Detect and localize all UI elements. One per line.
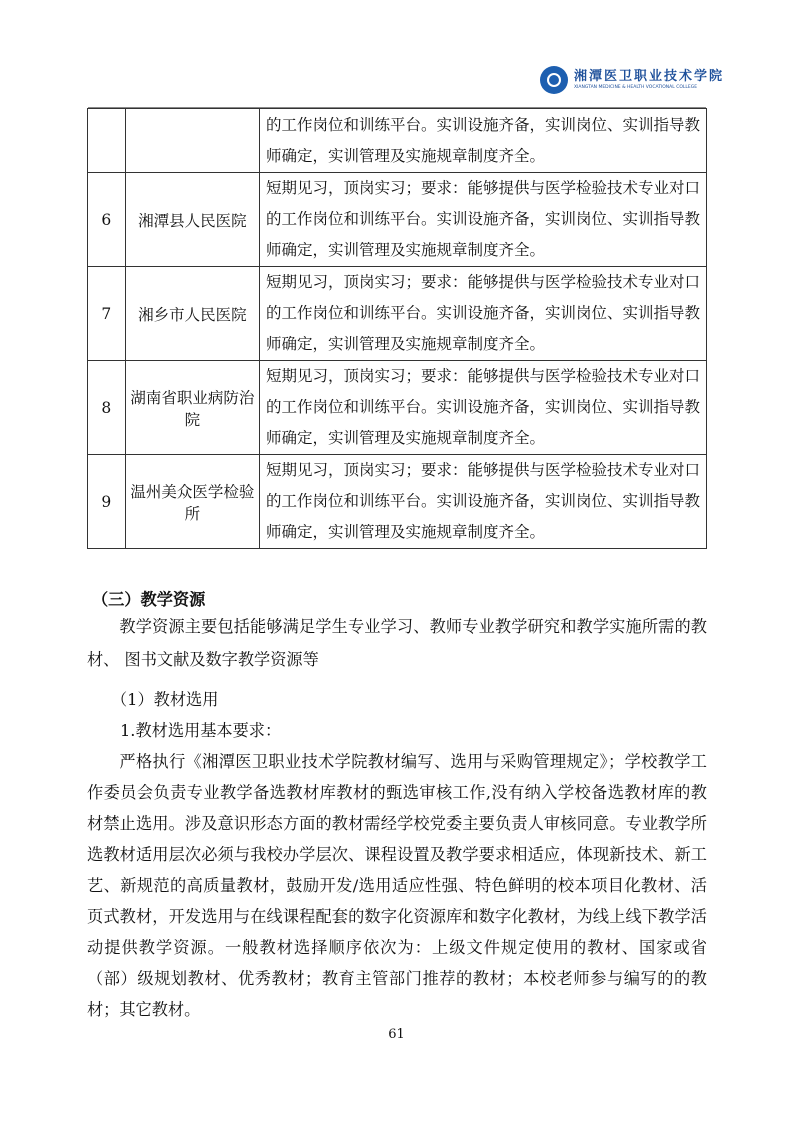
- requirement-line: 短期见习，顶岗实习；要求：能够提供与医学检验技术专业对口: [265, 273, 700, 291]
- hospital-name: 湖南省职业病防治院: [125, 361, 259, 455]
- table-row: [88, 109, 707, 173]
- requirement-cell: [259, 267, 706, 361]
- requirement-line: 的工作岗位和训练平台。实训设施齐备，实训岗位、实训指导教: [265, 492, 700, 510]
- hospital-name: 湘潭县人民医院: [125, 173, 259, 267]
- requirement-line: 的工作岗位和训练平台。实训设施齐备，实训岗位、实训指导教: [265, 210, 700, 228]
- hospital-name: 温州美众医学检验所: [125, 455, 259, 549]
- college-logo: [540, 66, 724, 94]
- table-row: [88, 361, 707, 455]
- page-number: 61: [388, 1027, 405, 1042]
- requirement-line: 的工作岗位和训练平台。实训设施齐备，实训岗位、实训指导教: [265, 304, 700, 322]
- requirement-line: 短期见习，顶岗实习；要求：能够提供与医学检验技术专业对口: [265, 367, 700, 385]
- requirement-cell: [259, 109, 706, 173]
- requirement-line: 师确定，实训管理及实施规章制度齐全。: [265, 146, 545, 165]
- requirement-line: 的工作岗位和训练平台。实训设施齐备，实训岗位、实训指导教: [265, 398, 700, 416]
- row-number: 9: [88, 455, 126, 549]
- subheading-basic-requirements: 1.教材选用基本要求：: [120, 721, 282, 740]
- hospital-name: 湘乡市人民医院: [125, 267, 259, 361]
- requirement-line: 师确定，实训管理及实施规章制度齐全。: [265, 523, 545, 541]
- requirement-line: 短期见习，顶岗实习；要求：能够提供与医学检验技术专业对口: [265, 179, 700, 197]
- requirement-line: 师确定，实训管理及实施规章制度齐全。: [265, 241, 545, 259]
- subheading-textbook-selection: （1）教材选用: [111, 690, 219, 709]
- requirement-line: 师确定，实训管理及实施规章制度齐全。: [265, 429, 545, 447]
- logo-english-name: XIANGTAN MEDICINE & HEALTH VOCATIONAL COLLEGE: [574, 85, 698, 90]
- hospital-name: [125, 109, 259, 173]
- table-row: [88, 173, 707, 267]
- row-number: [88, 109, 126, 173]
- requirement-line: 短期见习，顶岗实习；要求：能够提供与医学检验技术专业对口: [265, 461, 700, 479]
- logo-chinese-name: 湘潭医卫职业技术学院: [574, 69, 725, 84]
- intro-paragraph: 教学资源主要包括能够满足学生专业学习、教师专业教学研究和教学实施所需的教材、 图书文献及数字教学资源等: [87, 617, 707, 669]
- table-row: [88, 267, 707, 361]
- row-number: 7: [88, 267, 126, 361]
- section-heading: （三）教学资源: [92, 590, 206, 609]
- internship-base-table: [87, 108, 707, 549]
- requirement-line: 师确定，实训管理及实施规章制度齐全。: [265, 335, 545, 353]
- requirement-line: 的工作岗位和训练平台。实训设施齐备，实训岗位、实训指导教: [265, 115, 700, 134]
- body-paragraph: 严格执行《湘潭医卫职业技术学院教材编写、选用与采购管理规定》；学校教学工作委员会负责专业教学备选教材库教材的甄选审核工作,没有纳入学校备选教材库的教材禁止选用。涉及意识形态方面的教材需经学校党委主要负责人审核同意。专业教学所选教材适用层次必须与我校办学层次、课程设置及教学要求相适应，体现新技术、新工艺、新规范的高质量教材，鼓励开发/选用适应性强、特色鲜明的校本项目化教材、活页式教材，开发选用与在线课程配套的数字化资源库和数字化教材，为线上线下教学活动提供教学资源。一般教材选择顺序依次为：上级文件规定使用的教材、国家或省（部）级规划教材、优秀教材；教育主管部门推荐的教材；本校老师参与编写的的教材；其它教材。: [87, 752, 707, 1019]
- row-number: 8: [88, 361, 126, 455]
- requirement-cell: [259, 361, 706, 455]
- row-number: 6: [88, 173, 126, 267]
- requirement-cell: [259, 455, 706, 549]
- requirement-cell: [259, 173, 706, 267]
- table-row: [88, 455, 707, 549]
- college-seal-icon: [540, 66, 568, 94]
